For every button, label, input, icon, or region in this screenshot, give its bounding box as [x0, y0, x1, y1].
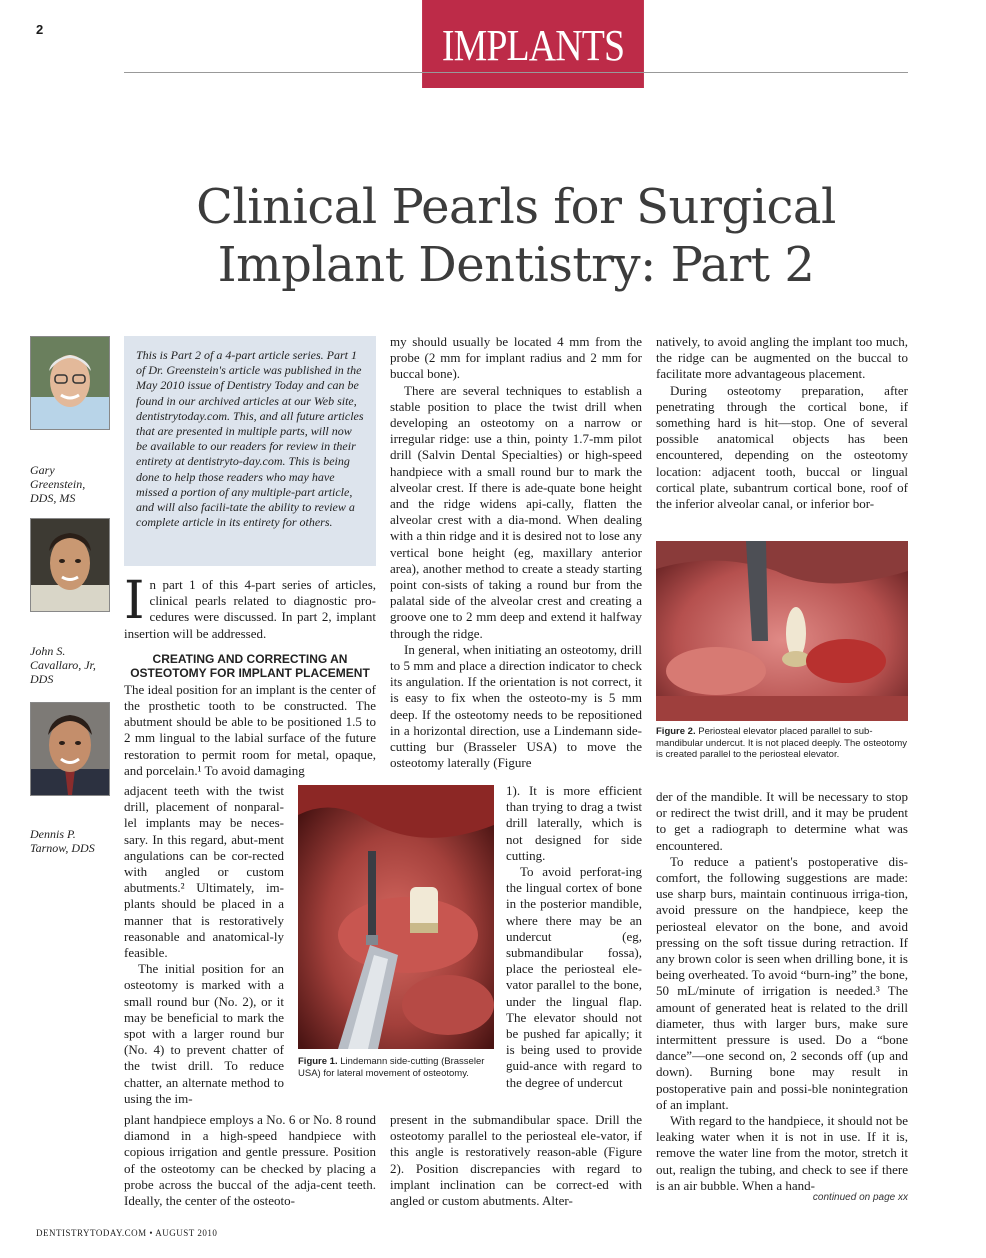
body-paragraph: To reduce a patient's postoperative dis-comfort, the following suggestions are made: use sharp burs, maintain continuous irriga-tion, avoid pressure on the handpiece, keep the periosteal elevator on the bone, and avoid pressing on the soft tissue during retraction. If any brown color is seen when drilling bone, it is being overheated. To avoid “burn-ing” the bone, 50 mL/minute of irrigation is needed.³ The amount of generated heat is related to the drill diameter, thus with larger burs, make sure intermittent pressure is used. Do a “bone dance”—one second on, 2 seconds off (up and down). Burning bone may result in postoperative pain and possi-ble nonintegration of an implant. — [656, 853, 908, 1112]
drop-cap: I — [124, 571, 145, 631]
body-paragraph: The ideal position for an implant is the center of the prosthetic tooth to be constructed. The abutment should be able to be positioned 1.5 to 2 mm lingual to the labial surface of the future restoration to permit room for metal, opaque, and porcelain.¹ To avoid damaging — [124, 681, 376, 778]
body-paragraph: 1). It is more efficient than trying to drag a twist drill laterally, which is not designed for side cutting. — [506, 783, 642, 863]
page-footer: DENTISTRYTODAY.COM • AUGUST 2010 — [36, 1228, 218, 1238]
body-paragraph: The initial position for an osteotomy is marked with a small round bur (No. 2), or it may be beneficial to mark the spot with a larger round bur (No. 4) to prevent chatter of the twist drill. To reduce chatter, an alternate method to using the im- — [124, 961, 284, 1106]
author-photo-cavallaro — [30, 518, 110, 612]
author-photo-greenstein — [30, 336, 110, 430]
body-paragraph: There are several techniques to establish a stable position to place the twist drill when developing an osteotomy on a narrow or irregular ridge: use a thin, pointy 1.7-mm pilot drill (Salvin Dental Specialties) or high-speed handpiece with a small round bur to mark the alveolar crest. If there is ade-quate bone height and the ridge widens api-cally, flatten the alveolar crest with a dia-mond. When dealing with a thin ridge and it is desired not to lose any vertical bone height (eg, maxillary anterior area), another method to create a steady starting point con-sists of taking a round bur from the palatal side of the alveolar crest and creating a groove one to 2 mm deep and extend it halfway through the ridge. — [390, 382, 642, 641]
author-photo-tarnow — [30, 702, 110, 796]
header-rule — [124, 72, 908, 73]
continued-note: continued on page xx — [812, 1192, 908, 1203]
column-1-narrow — [124, 783, 284, 1107]
body-paragraph: With regard to the handpiece, it should not be leaking water when it is not in use. If it is, remove the water line from the motor, stretch it out, realign the tubing, and check to see if there is an air bubble. When a hand- — [656, 1113, 908, 1193]
column-2-bottom — [390, 1112, 642, 1209]
column-1-bottom — [124, 1112, 376, 1209]
body-paragraph: present in the submandibular space. Drill the osteotomy parallel to the periosteal ele-vator, if this angle is restoratively reason-able (Figure 2). Position discrepancies with regard to implant inclination can be correct-ed with angled or custom abutments. Alter- — [390, 1112, 642, 1209]
column-3-bottom — [656, 789, 908, 1194]
intro-paragraph: In part 1 of this 4-part series of articles, clinical pearls related to diagnostic pro-cedures were discussed. In part 2, implant insertion will be addressed. — [124, 571, 376, 641]
section-heading: CREATING AND CORRECTING AN OSTEOTOMY FOR IMPLANT PLACEMENT — [130, 651, 370, 680]
body-paragraph: During osteotomy preparation, after penetrating through the cortical bone, if something hard is hit—stop. One of several possible anatomical objects has been encountered, depending on the osteotomy location: adjacent tooth, buccal or lingual cortical plate, subantrum cortical bone, roof of the inferior alveolar canal, or inferior bor- — [656, 382, 908, 512]
body-paragraph: adjacent teeth with the twist drill, placement of nonparal-lel implants may be neces-sary. In this regard, abut-ment angulations can be cor-rected with angled or custom abutments.² Ultimately, im-plants should be placed in a manner that is restoratively reasonable and anatomical-ly feasible. — [124, 783, 284, 961]
author-name-tarnow: Dennis P. Tarnow, DDS — [30, 827, 95, 855]
body-paragraph: der of the mandible. It will be necessary to stop or redirect the twist drill, and it may be prudent to get a radiograph to determine what was encountered. — [656, 789, 908, 853]
title-line-1: Clinical Pearls for Surgical — [196, 179, 836, 235]
figure-2-caption: Figure 2. Periosteal elevator placed parallel to sub-mandibular undercut. It is not placed deeply. The osteotomy is created parallel to the periosteal elevator. — [656, 726, 908, 760]
column-2 — [390, 334, 642, 771]
figure-1-image — [298, 785, 494, 1049]
intro-box: This is Part 2 of a 4-part article series. Part 1 of Dr. Greenstein's article was published in the May 2010 issue of Dentistry Today and can be found in our archived articles at our Web site, dentistrytoday.com. This, and all future articles that are presented in multiple parts, will now be available to our readers for review in their entirety at dentistryto-day.com. This is being done to help those readers who may have missed a portion of any multiple-part article, and will also facili-tate the ability to review a complete article in its entirety for others. — [124, 336, 376, 566]
column-2-right — [506, 783, 642, 1091]
figure-1-caption: Figure 1. Lindemann side-cutting (Brasseler USA) for lateral movement of osteotomy. — [298, 1056, 485, 1079]
section-banner: IMPLANTS — [422, 0, 644, 88]
column-3 — [656, 334, 908, 512]
article-title — [124, 178, 908, 294]
body-paragraph: plant handpiece employs a No. 6 or No. 8 round diamond in a high-speed handpiece with copious irrigation and gentle pressure. Position of the osteotomy can be checked by placing a probe across the buccal of the adja-cent teeth. Ideally, the center of the osteoto- — [124, 1112, 376, 1209]
body-paragraph: natively, to avoid angling the implant too much, the ridge can be augmented on the buccal to facilitate more advantageous placement. — [656, 334, 908, 382]
body-paragraph: my should usually be located 4 mm from the probe (2 mm for implant radius and 2 mm for buccal bone). — [390, 334, 642, 382]
author-name-greenstein: Gary Greenstein, DDS, MS — [30, 463, 86, 505]
body-paragraph: To avoid perforat-ing the lingual cortex of bone in the posterior mandible, where there may be an undercut (eg, submandibular fossa), place the periosteal ele-vator parallel to the bone, under the lingual flap. The elevator should not be pushed far apically; it is being used to provide guid-ance with regard to the degree of undercut — [506, 864, 642, 1090]
body-paragraph: In general, when initiating an osteotomy, drill to 5 mm and place a direction indicator to check its angulation. If the orientation is not correct, it is easy to fix when the osteoto-my is 5 mm deep. If the osteotomy needs to be repositioned in a horizontal direction, use a Lindemann side-cutting bur (Brasseler USA) to move the osteotomy laterally (Figure — [390, 641, 642, 771]
column-1 — [124, 571, 376, 779]
title-line-2: Implant Dentistry: Part 2 — [217, 237, 815, 293]
author-name-cavallaro: John S. Cavallaro, Jr, DDS — [30, 644, 96, 686]
page-number: 2 — [36, 22, 44, 37]
figure-2-image — [656, 541, 908, 721]
